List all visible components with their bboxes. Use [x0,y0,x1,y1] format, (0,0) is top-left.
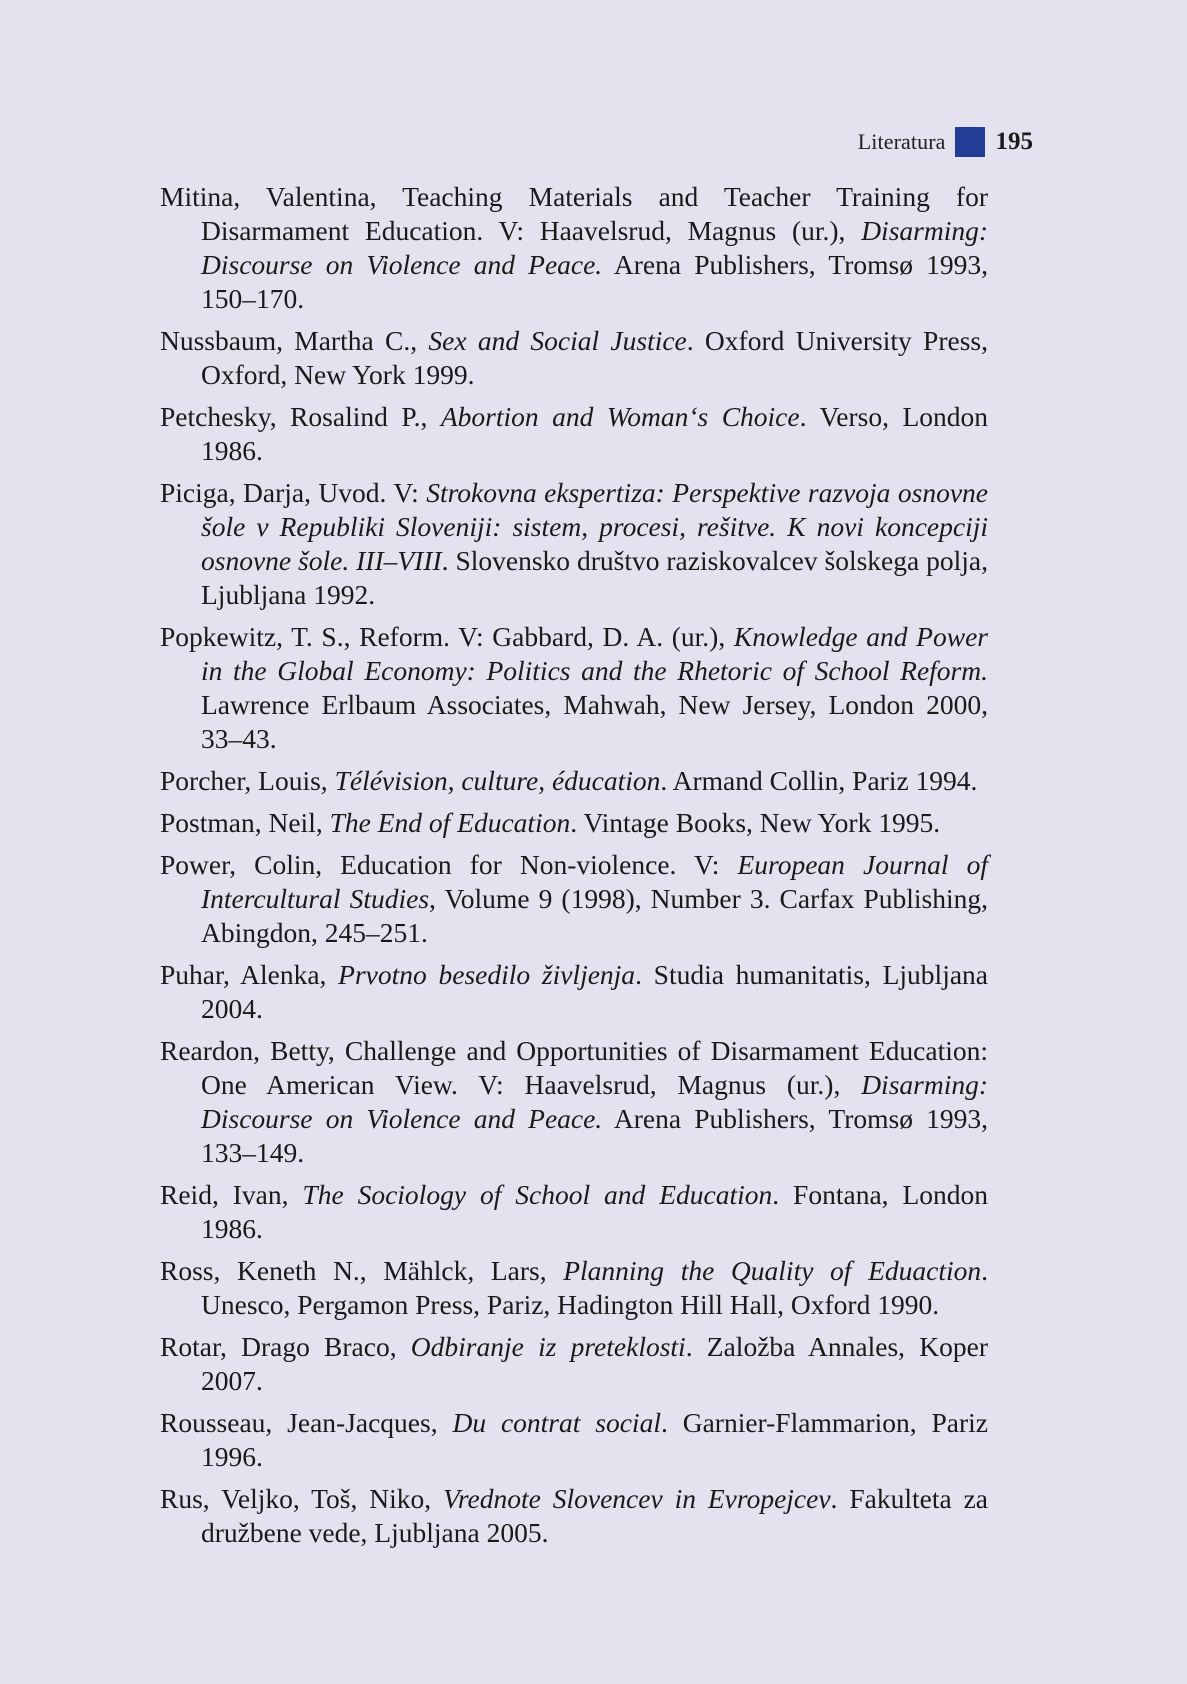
entry-text: Mitina, Valentina, Teaching Materials and Teacher Training for Disarmament Education. V: Haavelsrud, Magnus (ur.), [160,181,988,246]
header-section-title: Literatura [857,129,946,154]
page-number: 195 [995,128,1033,155]
bib-entry [160,764,988,798]
header-square-icon [955,127,985,157]
entry-text: . Verso, London 1986. [201,401,988,466]
entry-title: The End of Education [329,807,571,838]
bib-entry [160,1482,988,1550]
entry-title: Prvotno besedilo življenja [338,959,636,990]
bib-entry [160,476,988,612]
bib-entry [160,180,988,316]
bib-entry [160,1034,988,1170]
entry-title: Du contrat social [452,1407,661,1438]
bib-entry [160,806,988,840]
entry-text: Nussbaum, Martha C., [160,325,429,356]
bib-entry [160,324,988,392]
entry-title: Vrednote Slovencev in Evropejcev [443,1483,831,1514]
entry-text: . Studia humanitatis, Ljubljana 2004. [201,959,988,1024]
entry-text: . Fakulteta za družbene vede, Ljubljana 2005. [201,1483,988,1548]
entry-text: Arena Publishers, Tromsø 1993, 133–149. [201,1103,988,1168]
entry-title: Strokovna ekspertiza: Perspektive razvoja osnovne šole v Republiki Sloveniji: sistem, procesi, rešitve. K novi koncepciji osnovne šole. III–VIII [201,477,988,576]
entry-text: Lawrence Erlbaum Associates, Mahwah, New Jersey, London 2000, 33–43. [201,689,988,754]
entry-text: Piciga, Darja, Uvod. V: [160,477,427,508]
bib-entry [160,400,988,468]
entry-title: The Sociology of School and Education [302,1179,773,1210]
entry-text: . Unesco, Pergamon Press, Pariz, Hadington Hill Hall, Oxford 1990. [201,1255,988,1320]
entry-title: European Journal of Intercultural Studies [201,849,989,914]
entry-text: Reardon, Betty, Challenge and Opportunities of Disarmament Education: One American View. V: Haavelsrud, Magnus (ur.), [160,1035,988,1100]
entry-title: Disarming: Discourse on Violence and Peace. [201,1069,988,1134]
entry-text: . Slovensko društvo raziskovalcev šolskega polja, Ljubljana 1992. [201,545,988,610]
bib-entry [160,1254,988,1322]
entry-text: Porcher, Louis, [160,765,335,796]
entry-title: Knowledge and Power in the Global Economy: Politics and the Rhetoric of School Reform. [201,621,988,686]
bib-entry [160,620,988,756]
entry-title: Télévision, culture, éducation [334,765,661,796]
entry-title: Disarming: Discourse on Violence and Peace. [201,215,988,280]
entry-text: Puhar, Alenka, [160,959,339,990]
entry-text: , Volume 9 (1998), Number 3. Carfax Publishing, Abingdon, 245–251. [201,883,988,948]
bib-entry [160,1330,988,1398]
entry-text: Popkewitz, T. S., Reform. V: Gabbard, D. A. (ur.), [160,621,734,652]
entry-text: . Garnier-Flammarion, Pariz 1996. [201,1407,988,1472]
entry-text: Ross, Keneth N., Mählck, Lars, [160,1255,564,1286]
entry-text: . Fontana, London 1986. [201,1179,988,1244]
entry-title: Odbiranje iz preteklosti [410,1331,686,1362]
entry-text: Postman, Neil, [160,807,330,838]
entry-text: . Vintage Books, New York 1995. [570,807,941,838]
running-header [858,126,1033,158]
entry-text: Rus, Veljko, Toš, Niko, [160,1483,444,1514]
entry-title: Planning the Quality of Eduaction [563,1255,982,1286]
entry-text: . Oxford University Press, Oxford, New York 1999. [201,325,988,390]
entry-text: Rousseau, Jean-Jacques, [160,1407,453,1438]
entry-text: Reid, Ivan, [160,1179,303,1210]
entry-text: Rotar, Drago Braco, [160,1331,411,1362]
bib-entry [160,848,988,950]
entry-title: Sex and Social Justice [428,325,687,356]
entry-text: Petchesky, Rosalind P., [160,401,441,432]
entry-text: . Založba Annales, Koper 2007. [201,1331,988,1396]
bib-entry [160,1178,988,1246]
entry-text: . Armand Collin, Pariz 1994. [660,765,978,796]
entry-text: Arena Publishers, Tromsø 1993, 150–170. [201,249,988,314]
bibliography-list [160,180,988,1558]
entry-title: Abortion and Woman‘s Choice [440,401,800,432]
entry-text: Power, Colin, Education for Non-violence. V: [160,849,738,880]
bib-entry [160,1406,988,1474]
bib-entry [160,958,988,1026]
